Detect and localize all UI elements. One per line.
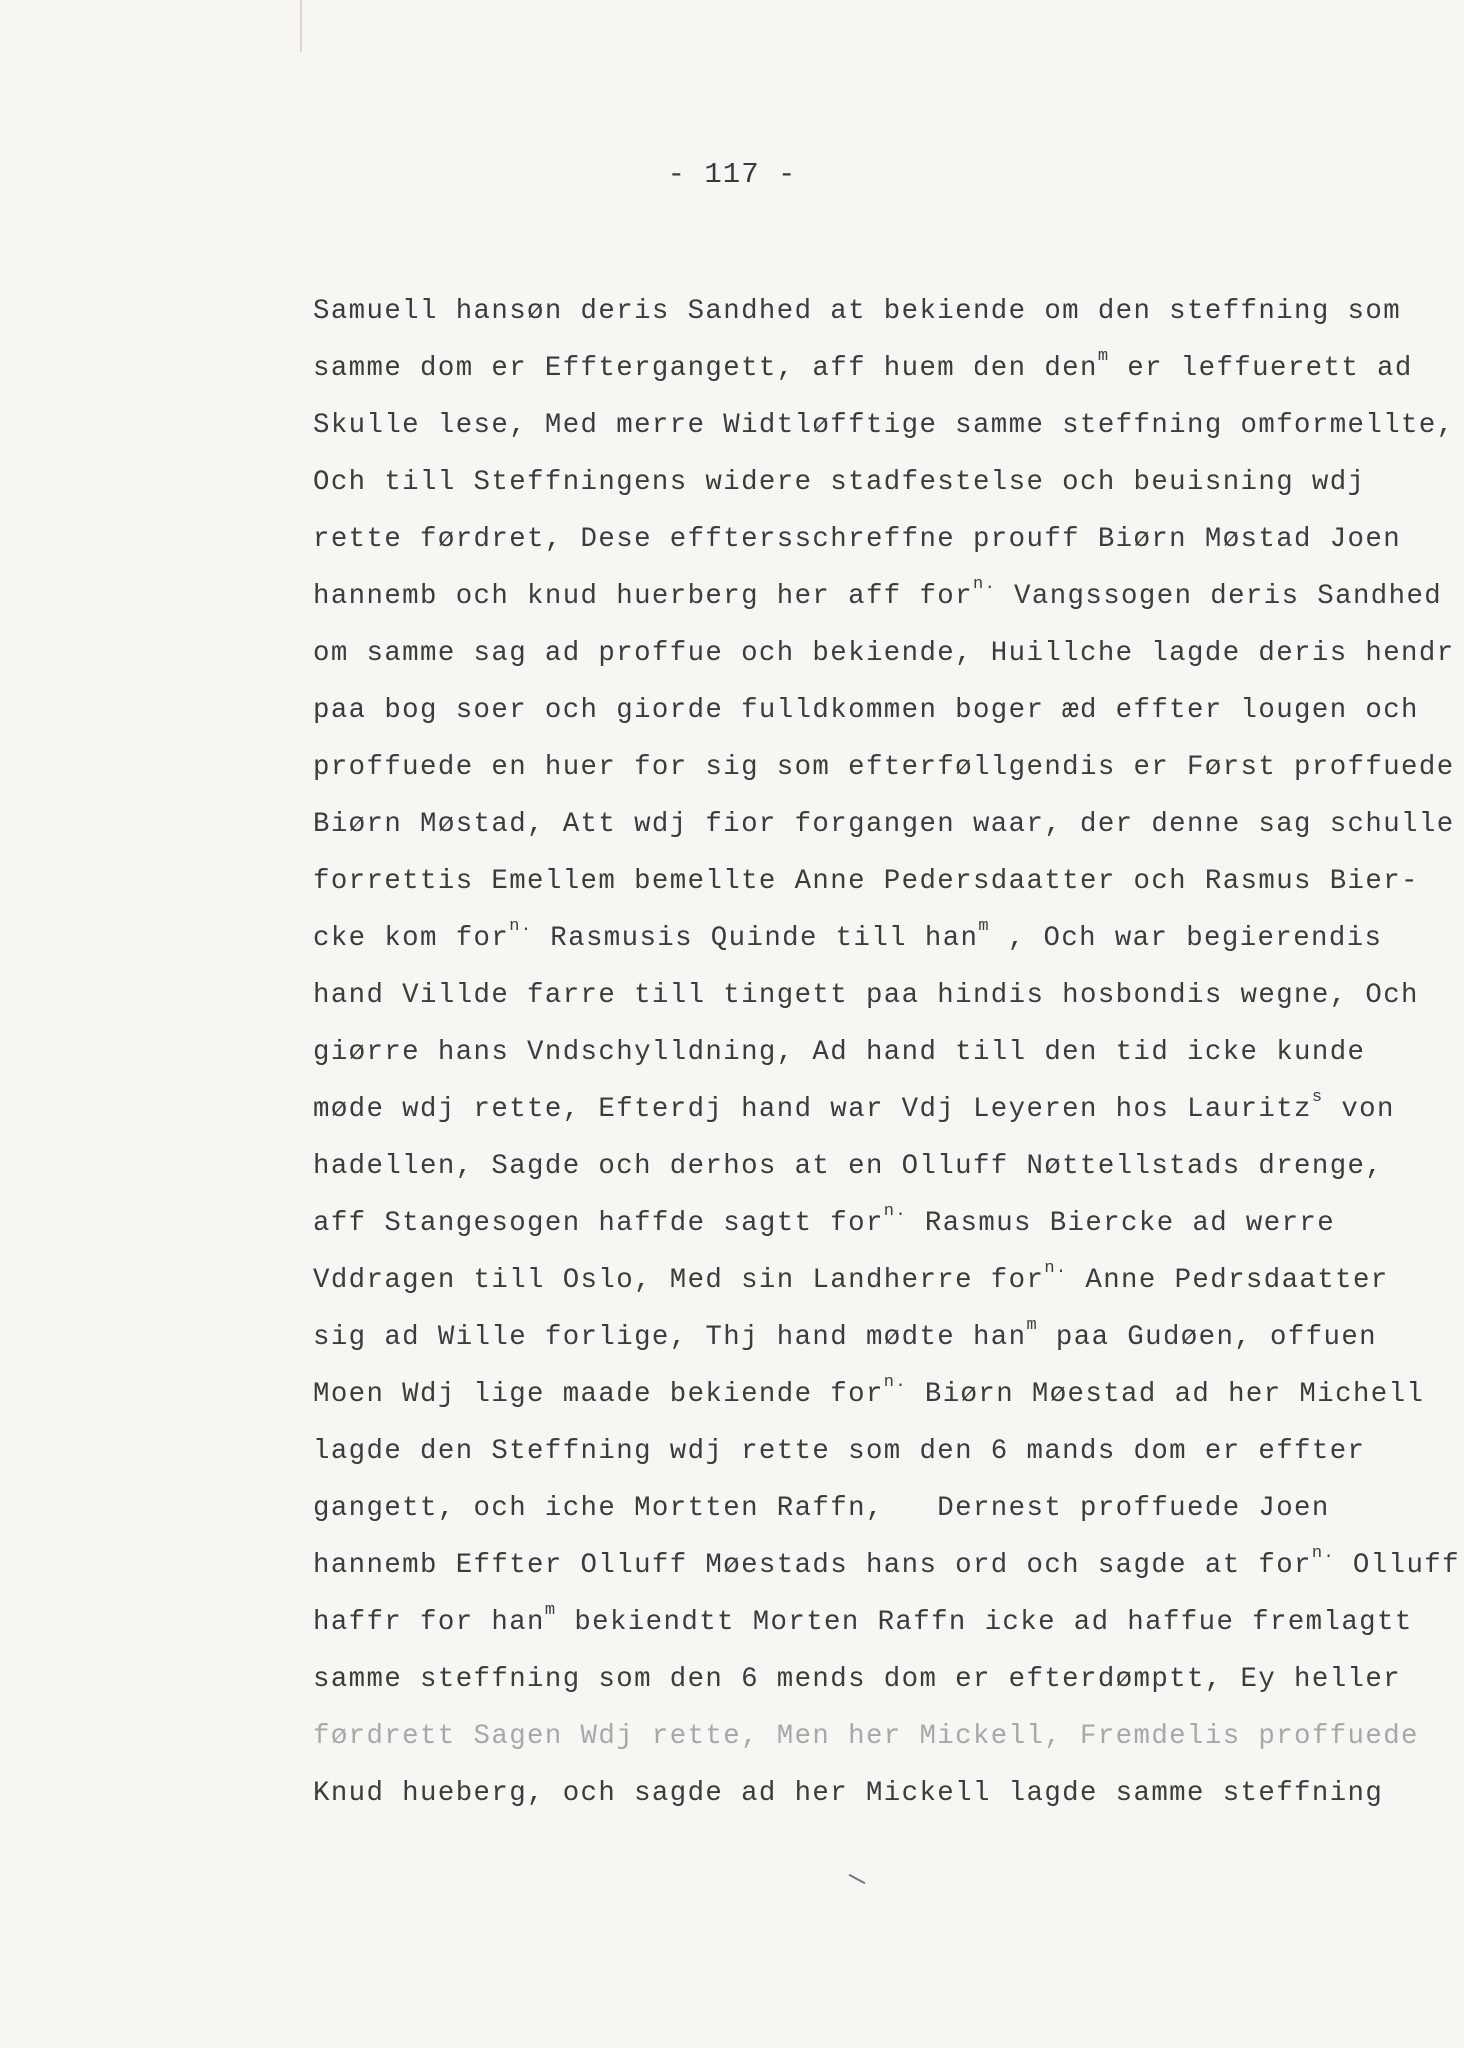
text-segment: hannemb Effter Olluff Møestads hans ord och sagde at for [313,1550,1312,1581]
text-segment: Skulle lese, Med merre Widtløfftige samme steffning omformellte, [313,410,1455,441]
text-line [313,1537,1460,1594]
text-line [313,1765,1453,1822]
transcription-text [313,283,1460,1822]
text-segment: samme dom er Efftergangett, aff huem den den [313,353,1098,384]
text-segment: om samme sag ad proffue och bekiende, Huillche lagde deris hendr [313,638,1455,669]
text-segment: sig ad Wille forlige, Thj hand mødte han [313,1322,1027,1353]
text-line [313,1651,1453,1708]
text-segment: Knud hueberg, och sagde ad her Mickell lagde samme steffning [313,1778,1384,1809]
text-segment: cke kom for [313,923,510,954]
text-line [313,739,1453,796]
text-line [313,910,1453,967]
text-line [313,511,1453,568]
text-line [313,682,1453,739]
text-line [313,1366,1453,1423]
text-line [313,796,1453,853]
text-segment: Rasmusis Quinde till han [532,923,979,954]
text-segment: von [1323,1094,1395,1125]
stray-ink-mark [849,1874,866,1884]
superscript: m [978,917,990,936]
superscript: m [544,1601,557,1620]
superscript: n. [883,1373,908,1392]
text-line [313,625,1453,682]
text-segment: Biørn Møestad ad her Michell [907,1379,1425,1410]
text-segment: forrettis Emellem bemellte Anne Pedersdaatter och Rasmus Bier- [313,866,1419,897]
text-segment: paa Gudøen, offuen [1038,1322,1377,1353]
text-line [313,853,1453,910]
text-line [313,1138,1453,1195]
text-segment: er leffuerett ad [1109,353,1413,384]
text-line [313,340,1453,397]
text-segment: , Och war begierendis [989,923,1383,954]
superscript: s [1311,1088,1324,1107]
text-segment: lagde den Steffning wdj rette som den 6 mands dom er effter [313,1436,1366,1467]
text-line [313,1195,1453,1252]
text-line [313,397,1453,454]
text-segment: Samuell hansøn deris Sandhed at bekiende om den steffning som [313,296,1402,327]
text-segment: møde wdj rette, Efterdj hand war Vdj Leyeren hos Lauritz [313,1094,1312,1125]
text-segment: Anne Pedrsdaatter [1067,1265,1389,1296]
text-segment: giørre hans Vndschylldning, Ad hand till den tid icke kunde [313,1037,1366,1068]
text-segment: Biørn Møstad, Att wdj fior forgangen waar, der denne sag schulle [313,809,1455,840]
text-segment: bekiendtt Morten Raffn icke ad haffue fremlagtt [556,1607,1413,1638]
superscript: n. [1311,1544,1336,1563]
text-line [313,454,1453,511]
text-segment: Moen Wdj lige maade bekiende for [313,1379,884,1410]
text-segment: førdrett Sagen Wdj rette, Men her Mickell, Fremdelis proffuede [313,1721,1419,1752]
text-segment: hand Villde farre till tingett paa hindis hosbondis wegne, Och [313,980,1419,1011]
text-segment: samme steffning som den 6 mends dom er efterdømptt, Ey heller [313,1664,1402,1695]
text-segment: paa bog soer och giorde fulldkommen boger æd effter lougen och [313,695,1419,726]
text-line [313,568,1453,625]
text-line [313,283,1453,340]
text-line [313,1024,1453,1081]
superscript: m [1097,347,1110,366]
superscript: n. [972,575,997,594]
text-segment: haffr for han [313,1607,545,1638]
text-line [313,1081,1453,1138]
text-segment: Rasmus Biercke ad werre [907,1208,1336,1239]
page-number: - 117 - [667,158,797,191]
text-segment: Vddragen till Oslo, Med sin Landherre for [313,1265,1045,1296]
scan-edge-mark [300,0,302,52]
text-segment: aff Stangesogen haffde sagtt for [313,1208,884,1239]
text-line [313,1309,1453,1366]
superscript: n. [1044,1259,1068,1278]
text-line [313,1480,1453,1537]
superscript: m [1026,1316,1039,1335]
text-segment: hadellen, Sagde och derhos at en Olluff Nøttellstads drenge, [313,1151,1384,1182]
text-line [313,1252,1453,1309]
text-line [313,1423,1453,1480]
superscript: n. [883,1202,908,1221]
text-segment: Och till Steffningens widere stadfestelse och beuisning wdj [313,467,1366,498]
text-line [313,1708,1453,1765]
text-segment: hannemb och knud huerberg her aff for [313,581,973,612]
text-segment: gangett, och iche Mortten Raffn, Dernest proffuede Joen [313,1493,1330,1524]
text-segment: Vangssogen deris Sandhed [996,581,1443,612]
text-segment: proffuede en huer for sig som efterføllgendis er Først proffuede [313,752,1455,783]
text-line [313,967,1453,1024]
text-segment: Olluff [1335,1550,1460,1581]
superscript: n. [509,917,533,936]
text-line [313,1594,1453,1651]
text-segment: rette førdret, Dese efftersschreffne prouff Biørn Møstad Joen [313,524,1402,555]
